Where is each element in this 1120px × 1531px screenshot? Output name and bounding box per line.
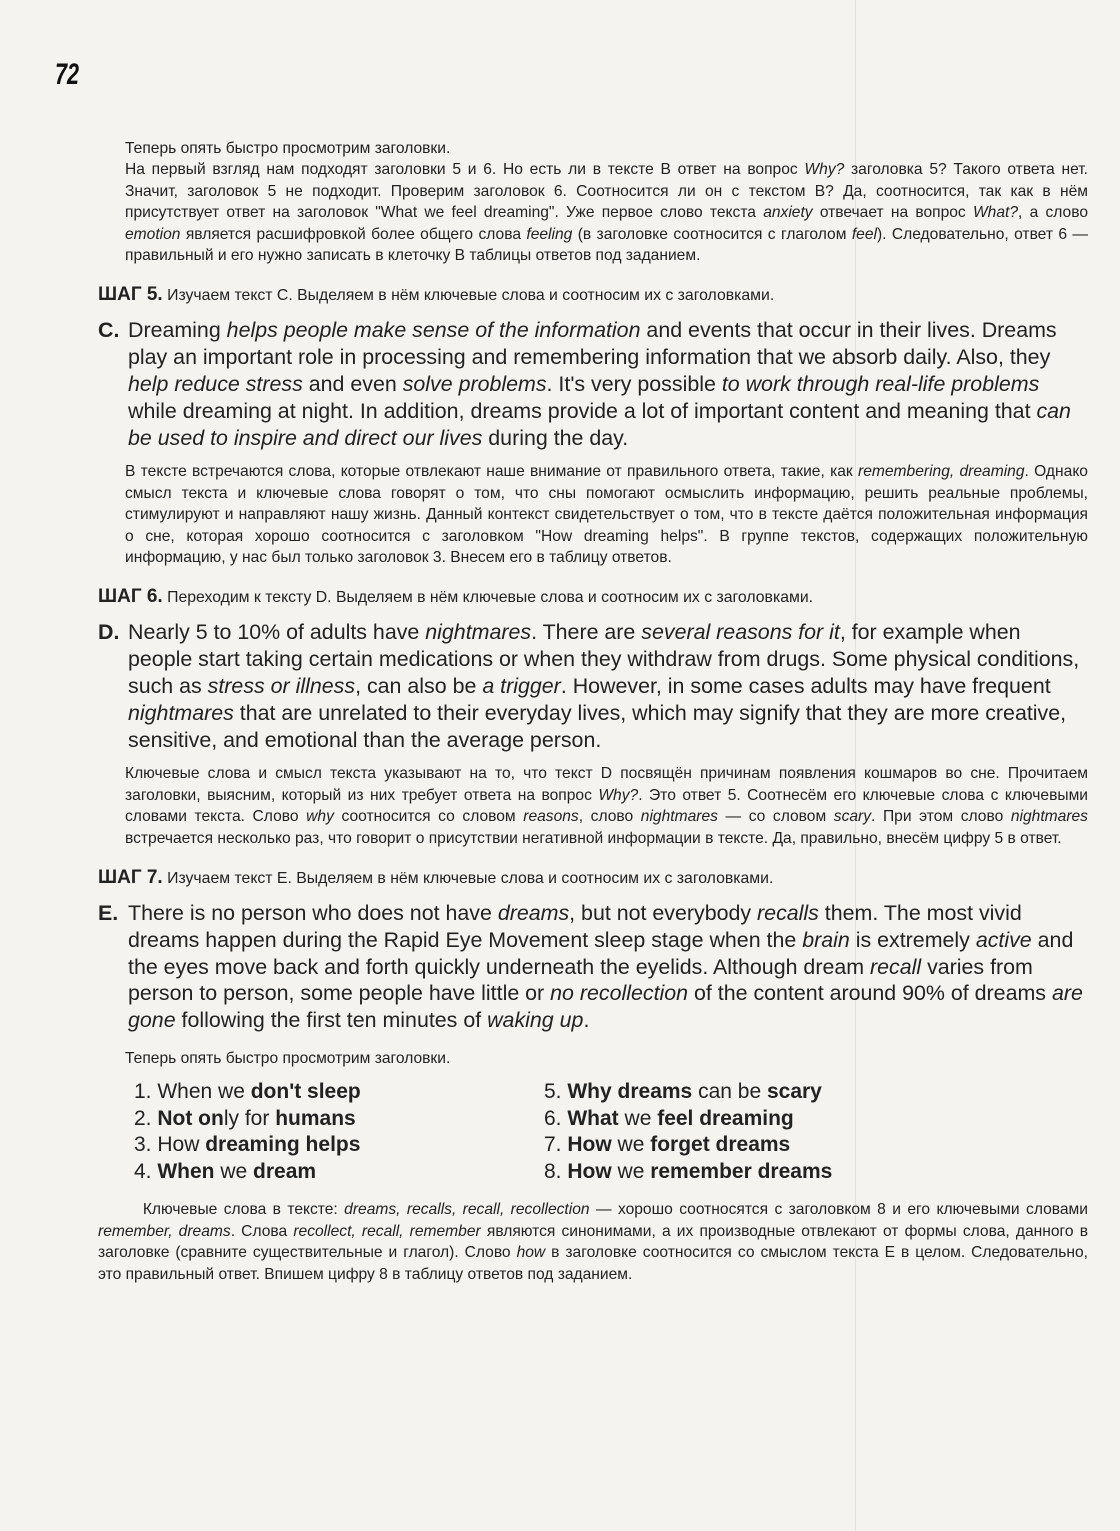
headings-list	[134, 1079, 1088, 1185]
heading-5: 5. Why dreams can be scary	[544, 1080, 822, 1104]
step-5-comment: В тексте встречаются слова, которые отвлекают наше внимание от правильного ответа, такие, как remembering, dreaming. Однако смысл текста и ключевые слова говорят о том, что сны помогают осмыслить информацию, решить реальные проблемы, стимулируют и направляют нашу жизнь. Данный контекст свидетельствует о том, что в тексте даётся положительная информация о сне, которая хорошо соотносится с заголовком "How dreaming helps". В группе текстов, содержащих положительную информацию, у нас был только заголовок 3. Внесем его в таблицу ответов.	[125, 463, 1088, 567]
heading-2: 2. Not only for humans	[134, 1106, 356, 1130]
intro-paragraph: На первый взгляд нам подходят заголовки 5 и 6. Но есть ли в тексте В ответ на вопрос Why? заголовка 5? Такого ответа нет. Значит, заголовок 5 не подходит. Проверим заголовок 6. Соотносится ли он с текстом В? Да, соотносится, так как в нём присутствует ответ на заголовок "What we feel dreaming". Уже первое слово текста anxiety отвечает на вопрос What?, а слово emotion является расшифровкой более общего слова feeling (в заголовке соотносится с глаголом feel). Следовательно, ответ 6 — правильный и его нужно записать в клеточку В таблицы ответов под заданием.	[125, 161, 1088, 265]
step-6-comment: Ключевые слова и смысл текста указывают на то, что текст D посвящён причинам появления кошмаров во сне. Прочитаем заголовки, выясним, который из них требует ответа на вопрос Why?. Это ответ 5. Соотнесём его ключевые слова с ключевыми словами текста. Слово why соотносится со словом reasons, слово nightmares — со словом scary. При этом слово nightmares встречается несколько раз, что говорит о присутствии негативной информации в тексте. Да, правильно, внесём цифру 5 в ответ.	[125, 765, 1089, 847]
text-d-letter: D.	[98, 620, 120, 645]
text-d-body: Nearly 5 to 10% of adults have nightmares. There are several reasons for it, for example when people start taking certain medications or when they withdraw from drugs. Some physical conditions, such as stress or illness, can also be a trigger. However, in some cases adults may have frequent nightmares that are unrelated to their everyday lives, which may signify that they are more creative, sensitive, and emotional than the average person.	[128, 620, 1080, 752]
text-c	[98, 317, 1088, 451]
step-5-text: Изучаем текст С. Выделяем в нём ключевые слова и соотносим их с заголовками.	[167, 287, 775, 305]
heading-6: 6. What we feel dreaming	[544, 1106, 794, 1130]
intro-line: Теперь опять быстро просмотрим заголовки.	[125, 140, 451, 157]
text-c-body: Dreaming helps people make sense of the information and events that occur in their lives. Dreams play an important role in processing and remembering information that we absorb daily. Also, they help reduce stress and even solve problems. It's very possible to work through real-life problems while dreaming at night. In addition, dreams provide a lot of important content and meaning that can be used to inspire and direct our lives during the day.	[128, 318, 1071, 450]
heading-3: 3. How dreaming helps	[134, 1133, 361, 1157]
heading-8: 8. How we remember dreams	[544, 1159, 833, 1183]
text-c-letter: C.	[98, 318, 120, 343]
step-6-label: ШАГ 6.	[98, 586, 163, 608]
heading-7: 7. How we forget dreams	[544, 1133, 791, 1157]
step-6-heading	[98, 586, 1088, 609]
text-e-letter: E.	[98, 901, 119, 926]
step-7-comment: Ключевые слова в тексте: dreams, recalls, recall, recollection — хорошо соотносятся с заголовком 8 и его ключевыми словами remember, dreams. Слова recollect, recall, remember являются синонимами, а их производные отвлекают от формы слова, данного в заголовке (сравните существительные и глагол). Слово how в заголовке соотносится со смыслом текста Е в целом. Следовательно, это правильный ответ. Впишем цифру 8 в таблицу ответов под заданием.	[98, 1201, 1088, 1283]
step-7-text: Изучаем текст Е. Выделяем в нём ключевые слова и соотносим их с заголовками.	[167, 870, 774, 888]
heading-4: 4. When we dream	[134, 1159, 317, 1183]
step-5-label: ШАГ 5.	[98, 284, 163, 306]
page-number: 72	[55, 58, 80, 91]
step-7-label: ШАГ 7.	[98, 867, 163, 889]
step-7-heading	[98, 867, 1088, 890]
text-d	[98, 619, 1088, 753]
step-5-heading	[98, 284, 1088, 307]
page-content	[98, 138, 1088, 1285]
text-e	[98, 900, 1088, 1034]
heading-1: 1. When we don't sleep	[134, 1080, 361, 1104]
step-7-review: Теперь опять быстро просмотрим заголовки.	[125, 1050, 451, 1068]
text-e-body: There is no person who does not have dreams, but not everybody recalls them. The most vivid dreams happen during the Rapid Eye Movement sleep stage when the brain is extremely active and the eyes move back and forth quickly underneath the eyelids. Although dream recall varies from person to person, some people have little or no recollection of the content around 90% of dreams are gone following the first ten minutes of waking up.	[128, 901, 1083, 1033]
step-6-text: Переходим к тексту D. Выделяем в нём ключевые слова и соотносим их с заголовками.	[167, 589, 814, 607]
